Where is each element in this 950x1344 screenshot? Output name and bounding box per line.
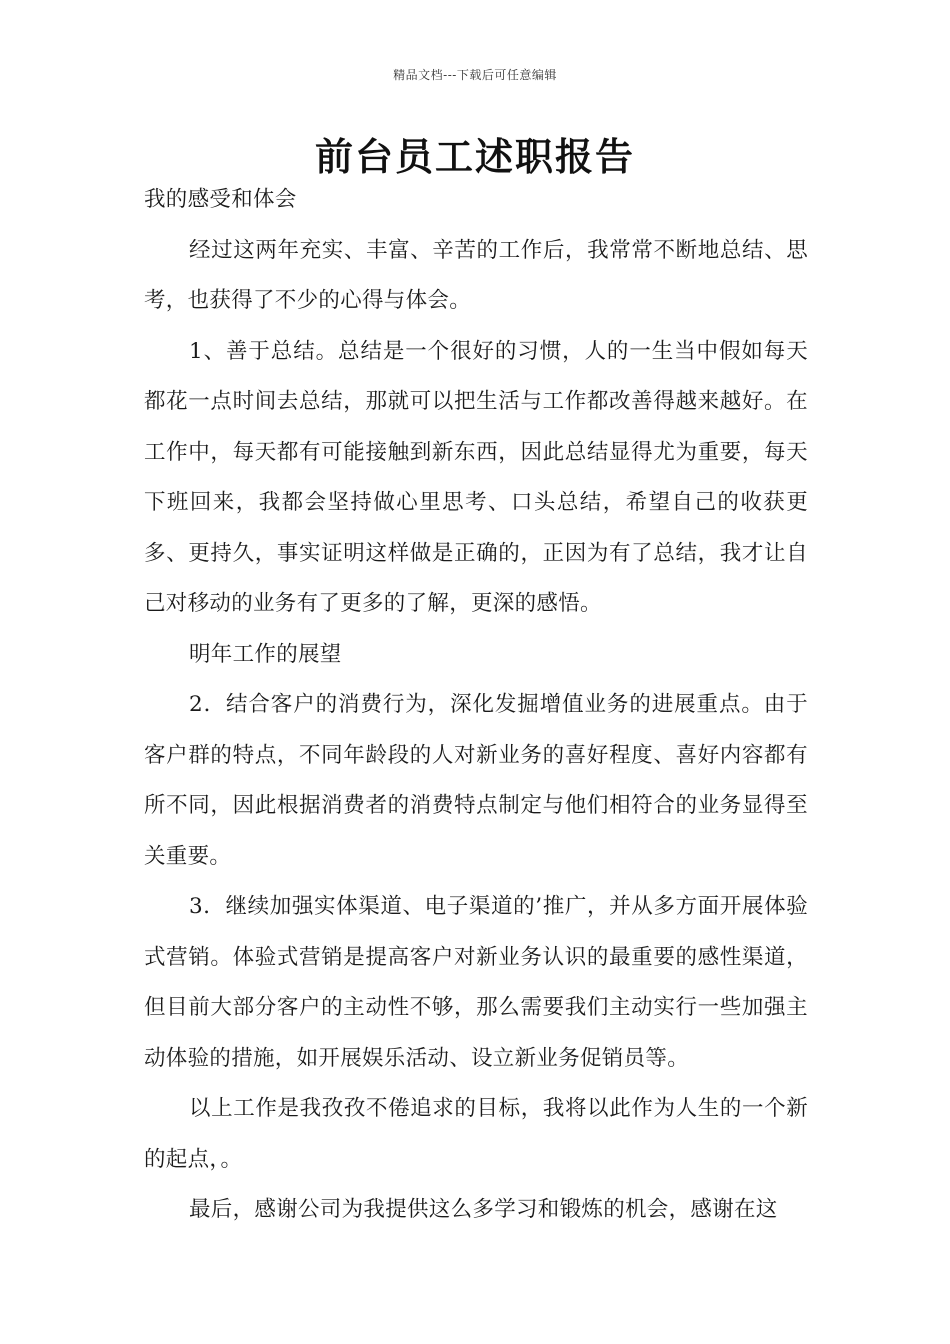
paragraph-point-1: 1、善于总结。总结是一个很好的习惯，人的一生当中假如每天都花一点时间去总结，那就可以把生活与工作都改善得越来越好。在工作中，每天都有可能接触到新东西，因此总结显得尤为重要，每天下班回来，我都会坚持做心里思考、口头总结，希望自己的收获更多、更持久，事实证明这样做是正确的，正因为有了总结，我才让自己对移动的业务有了更多的了解，更深的感悟。 <box>144 338 808 616</box>
paragraph-thanks: 最后，感谢公司为我提供这么多学习和锻炼的机会，感谢在这 <box>189 1197 778 1222</box>
document-title: 前台员工述职报告 <box>314 135 635 179</box>
paragraph-goals: 以上工作是我孜孜不倦追求的目标，我将以此作为人生的一个新的起点，。 <box>144 1096 808 1172</box>
section-heading-feelings: 我的感受和体会 <box>144 187 297 212</box>
paragraph-intro: 经过这两年充实、丰富、辛苦的工作后，我常常不断地总结、思考，也获得了不少的心得与体会。 <box>144 237 808 313</box>
section-heading-outlook: 明年工作的展望 <box>189 641 342 667</box>
document-body <box>144 175 808 1236</box>
header-note: 精品文档---下载后可任意编辑 <box>393 68 557 82</box>
paragraph-point-2: 2．结合客户的消费行为，深化发掘增值业务的进展重点。由于客户群的特点，不同年龄段的人对新业务的喜好程度、喜好内容都有所不同，因此根据消费者的消费特点制定与他们相符合的业务显得至关重要。 <box>144 692 808 869</box>
paragraph-point-3: 3．继续加强实体渠道、电子渠道的’推广，并从多方面开展体验式营销。体验式营销是提高客户对新业务认识的最重要的感性渠道，但目前大部分客户的主动性不够，那么需要我们主动实行一些加强主动体验的措施，如开展娱乐活动、设立新业务促销员等。 <box>144 894 808 1071</box>
